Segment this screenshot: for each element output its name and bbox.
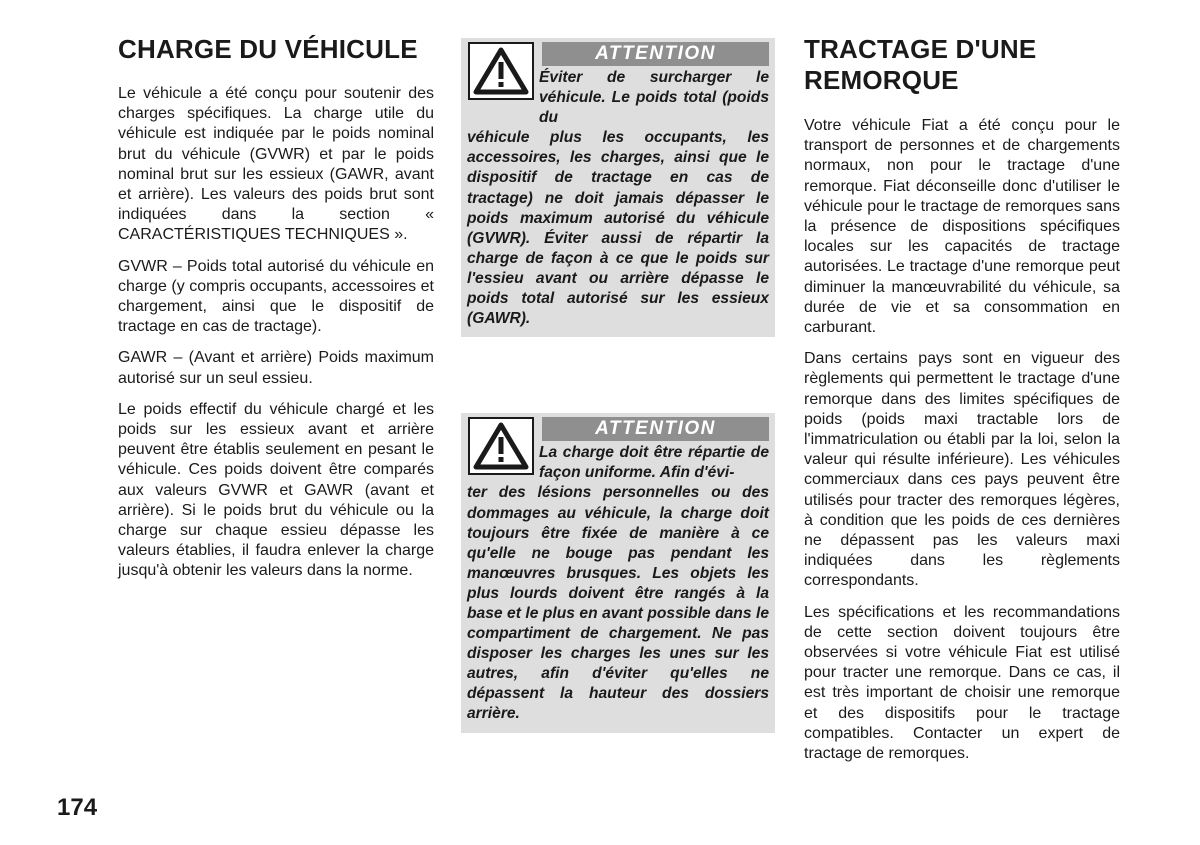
paragraph-towing-recommendations: Les spécifications et les recommandations de cette section doivent toujours être observées si votre véhicule Fiat est utilisé pour tracter une remorque. Dans ce cas, il est très important de choisir une remorque et des dispositifs pour le tractage compatibles. Contacter un expert de tractage de remorques. — [804, 603, 1120, 763]
warning-label: ATTENTION — [542, 42, 769, 66]
paragraph-intro: Le véhicule a été conçu pour soutenir des charges spécifiques. La charge utile du véhicule est indiquée par le poids nominal brut du véhicule (GVWR) et par le poids nominal brut sur les essieux (GAWR, avant et arrière). Les valeurs des poids brut sont indiquées dans la section « CARACTÉRISTIQUES TECHNIQUES ». — [118, 85, 434, 244]
paragraph-gvwr: GVWR – Poids total autorisé du véhicule en charge (y compris occupants, accessoires et chargement, ainsi que le dispositif de tractage en cas de tractage). — [118, 257, 434, 336]
right-column — [804, 34, 1120, 775]
paragraph-towing-intro: Votre véhicule Fiat a été conçu pour le transport de personnes et de chargements normaux, non pour le tractage d'une remorque. Fiat déconseille donc d'utiliser le véhicule pour le tractage de remorques sans la présence de dispositions spécifiques locales sur les capacités de tractage autorisées. Le tractage d'une remorque peut diminuer la manœuvrabilité du véhicule, sa durée de vie et sa consommation en carburant. — [804, 117, 1120, 337]
warning-box-overload — [461, 38, 775, 337]
warning-body: ter des lésions personnelles ou des dommages au véhicule, la charge doit toujours être fixée de manière à ce qu'elle ne bouge pas pendant les manœuvres brusques. Les objets les plus lourds doivent être rangés à la base et le plus en avant possible dans le compartiment de chargement. Ne pas disposer les charges les unes sur les autres, afin d'éviter qu'elles ne dépassent la hauteur des dossiers arrière. — [467, 484, 769, 723]
left-column — [118, 34, 434, 593]
warning-triangle-icon — [468, 42, 534, 100]
middle-column — [461, 38, 775, 733]
page-number: 174 — [57, 794, 98, 821]
warning-label: ATTENTION — [542, 417, 769, 441]
section-title-vehicle-load: CHARGE DU VÉHICULE — [118, 34, 418, 64]
paragraph-towing-regulations: Dans certains pays sont en vigueur des règlements qui permettent le tractage d'une remorque dans des limites spécifiques de poids (poids maxi tractable lors de l'immatriculation ou établi par la loi, selon la valeur qui résulte inférieure). Les véhicules commerciaux dans ces pays peuvent être utilisés pour tracter des remorques légères, à condition que les poids de ces dernières ne dépassent pas les valeurs maxi indiquées dans les règlements correspondants. — [804, 350, 1120, 590]
paragraph-gawr: GAWR – (Avant et arrière) Poids maximum autorisé sur un seul essieu. — [118, 349, 434, 387]
warning-lead: Éviter de surcharger le véhicule. Le poids total (poids du — [539, 69, 769, 127]
warning-triangle-icon — [468, 417, 534, 475]
warning-body: véhicule plus les occupants, les accessoires, les charges, ainsi que le dispositif de tractage en cas de tractage) ne doit jamais dépasser le poids maximum autorisé du véhicule (GVWR). Éviter aussi de répartir la charge de façon à ce que le poids sur l'essieu avant ou arrière dépasse le poids total autorisé sur les essieux (GAWR). — [467, 129, 769, 328]
warning-text-overload — [467, 68, 769, 329]
warning-text-distribution — [467, 443, 769, 724]
section-title-towing: TRACTAGE D'UNE REMORQUE — [804, 34, 1037, 95]
warning-lead: La charge doit être répartie de façon uniforme. Afin d'évi- — [539, 444, 769, 482]
paragraph-weighing: Le poids effectif du véhicule chargé et les poids sur les essieux avant et arrière peuvent être établis seulement en pesant le véhicule. Ces poids doivent être comparés aux valeurs GVWR et GAWR (avant et arrière). Si le poids brut du véhicule ou la charge sur chaque essieu dépasse les valeurs établies, il faudra enlever la charge jusqu'à obtenir les valeurs dans la norme. — [118, 400, 434, 580]
warning-box-distribution — [461, 413, 775, 732]
